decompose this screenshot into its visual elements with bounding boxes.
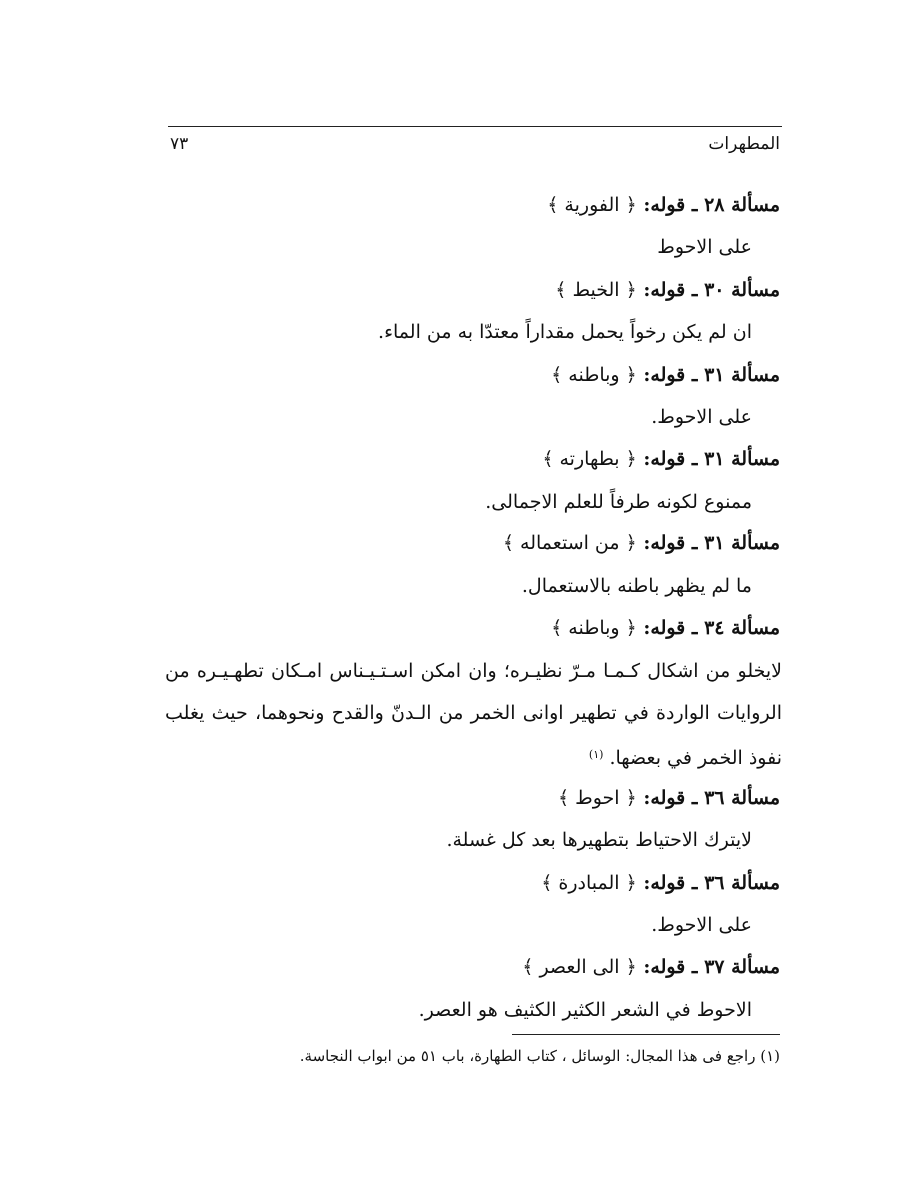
page-header <box>168 134 782 158</box>
question-label: مسألة ٣١ ـ قوله: <box>643 448 780 470</box>
page-number: ٧٣ <box>170 134 189 154</box>
question-label: مسألة ٢٨ ـ قوله: <box>643 194 780 216</box>
quoted-term: ﴿ بطهارته ﴾ <box>542 448 637 470</box>
chapter-title: المطهرات <box>708 134 780 154</box>
answer-line: ممنوع لكونه طرفاً للعلم الاجمالى. <box>485 491 752 513</box>
question-label: مسألة ٣٦ ـ قوله: <box>643 787 780 809</box>
paragraph-last-line <box>589 740 782 770</box>
answer-line: ان لم يكن رخواً يحمل مقداراً معتدّا به من الماء. <box>378 321 752 343</box>
footnote-rule <box>512 1034 780 1035</box>
answer-line: على الاحوط. <box>651 914 752 936</box>
question-line <box>522 952 780 982</box>
question-line <box>555 275 780 305</box>
answer-line: لايترك الاحتياط بتطهيرها بعد كل غسلة. <box>446 829 752 851</box>
question-label: مسألة ٣٧ ـ قوله: <box>643 956 780 978</box>
paragraph-line: لايخلو من اشكال كـمـا مـرّ نظيـره؛ وان امكن اسـتـيـناس امـكان تطهـيـره من <box>165 660 782 682</box>
question-label: مسألة ٣٠ ـ قوله: <box>643 279 780 301</box>
quoted-term: ﴿ الى العصر ﴾ <box>522 956 637 978</box>
quoted-term: ﴿ وباطنه ﴾ <box>551 364 637 386</box>
question-line <box>542 444 780 474</box>
question-line <box>558 783 780 813</box>
question-label: مسألة ٣٦ ـ قوله: <box>643 872 780 894</box>
question-line <box>547 190 780 220</box>
quoted-term: ﴿ الفورية ﴾ <box>547 194 637 216</box>
quoted-term: ﴿ وباطنه ﴾ <box>551 617 637 639</box>
question-line <box>541 868 780 898</box>
answer-line: ما لم يظهر باطنه بالاستعمال. <box>521 575 752 597</box>
question-line <box>551 360 780 390</box>
answer-line: على الاحوط <box>657 236 752 258</box>
answer-line: الاحوط في الشعر الكثير الكثيف هو العصر. <box>418 999 752 1021</box>
question-line <box>551 613 780 643</box>
question-line <box>503 528 780 558</box>
question-label: مسألة ٣١ ـ قوله: <box>643 364 780 386</box>
question-label: مسألة ٣٤ ـ قوله: <box>643 617 780 639</box>
quoted-term: ﴿ من استعماله ﴾ <box>502 532 637 554</box>
paragraph-line: الروايات الواردة في تطهير اوانى الخمر من الـدنّ والقدح ونحوهما، حيث يغلب <box>165 702 782 724</box>
footnote: (١) راجع فى هذا المجال: الوسائل ، كتاب الطهارة، باب ٥١ من ابواب النجاسة. <box>299 1047 780 1065</box>
quoted-term: ﴿ الخيط ﴾ <box>555 279 637 301</box>
answer-line: على الاحوط. <box>651 406 752 428</box>
header-rule <box>168 126 782 127</box>
footnote-marker: (١) <box>588 748 604 761</box>
quoted-term: ﴿ احوط ﴾ <box>557 787 637 809</box>
question-label: مسألة ٣١ ـ قوله: <box>643 532 780 554</box>
paragraph-text: نفوذ الخمر في بعضها. <box>609 747 782 769</box>
quoted-term: ﴿ المبادرة ﴾ <box>541 872 637 894</box>
